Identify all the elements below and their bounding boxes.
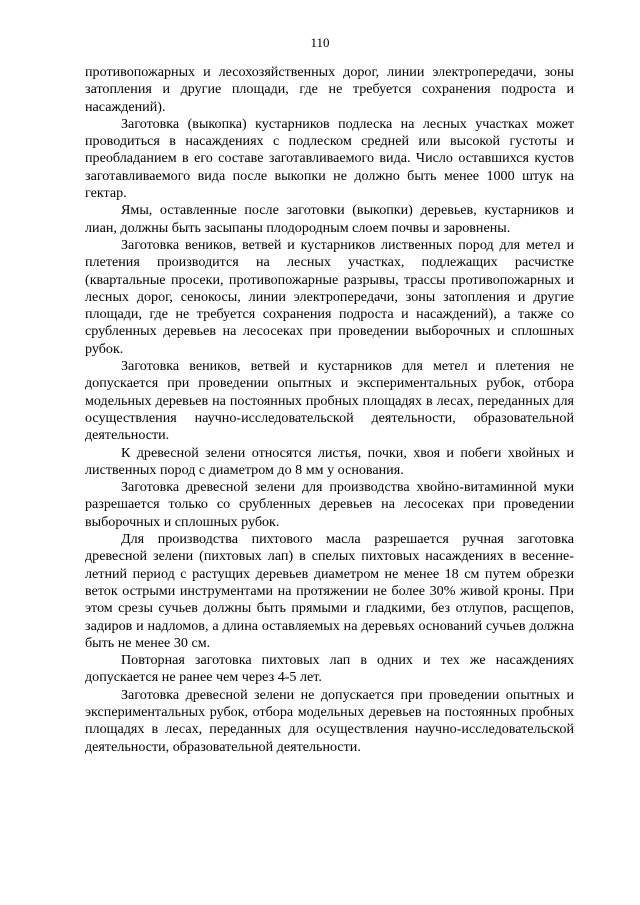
page-number: 110: [310, 35, 330, 50]
paragraph-vitamin-flour: Заготовка древесной зелени для производства хвойно-витаминной муки разрешается только со срубленных деревьев на лесосеках при проведении выборочных и сплошных рубок.: [85, 479, 574, 530]
paragraph-brooms-branches-harvesting: Заготовка веников, ветвей и кустарников лиственных пород для метел и плетения производится на лесных участках, подлежащих расчистке (квартальные просеки, противопожарные разрывы, трассы противопожарных и лесных дорог, сенокосы, линии электропередачи, зоны затопления и другие площади, где не требуется сохранения подроста и насаждений), а также со срубленных деревьев на лесосеках при проведении выборочных и сплошных рубок.: [85, 236, 574, 357]
paragraph-greenery-restrictions: Заготовка древесной зелени не допускается при проведении опытных и экспериментальных рубок, отбора модельных деревьев на постоянных пробных площадях в лесах, переданных для осуществления научно-исследовательской деятельности, образовательной деятельности.: [85, 686, 574, 755]
paragraph-repeat-harvest: Повторная заготовка пихтовых лап в одних и тех же насаждениях допускается не ранее чем через 4-5 лет.: [85, 652, 574, 686]
paragraph-brooms-restrictions: Заготовка веников, ветвей и кустарников для метел и плетения не допускается при проведении опытных и экспериментальных рубок, отбора модельных деревьев на постоянных пробных площадях в лесах, переданных для осуществления научно-исследовательской деятельности, образовательной деятельности.: [85, 358, 574, 444]
paragraph-shrub-harvesting: Заготовка (выкопка) кустарников подлеска на лесных участках может проводиться в насаждениях с подлеском средней или высокой густоты и преобладанием в его составе заготавливаемого вида. Число оставшихся кустов заготавливаемого вида после выкопки не должно быть менее 1000 штук на гектар.: [85, 115, 574, 202]
paragraph-fir-oil: Для производства пихтового масла разрешается ручная заготовка древесной зелени (пихтовых лап) в спелых пихтовых насаждениях в весенне-летний период с растущих деревьев диаметром не менее 18 см путем обрезки веток острыми инструментами на протяжении не более 30% живой кроны. При этом срезы сучьев должны быть прямыми и гладкими, без отлупов, расщепов, задиров и надломов, а длина оставляемых на деревьях оснований сучьев должна быть не менее 30 см.: [85, 531, 574, 651]
paragraph-continuation: противопожарных и лесохозяйственных дорог, линии электропередачи, зоны затопления и другие площади, где не требуется сохранения подроста и насаждений).: [85, 64, 574, 115]
body-text: [85, 64, 574, 756]
paragraph-greenery-definition: К древесной зелени относятся листья, почки, хвоя и побеги хвойных и лиственных пород с диаметром до 8 мм у основания.: [85, 444, 574, 478]
paragraph-pit-backfilling: Ямы, оставленные после заготовки (выкопки) деревьев, кустарников и лиан, должны быть засыпаны плодородным слоем почвы и заровнены.: [85, 202, 574, 236]
